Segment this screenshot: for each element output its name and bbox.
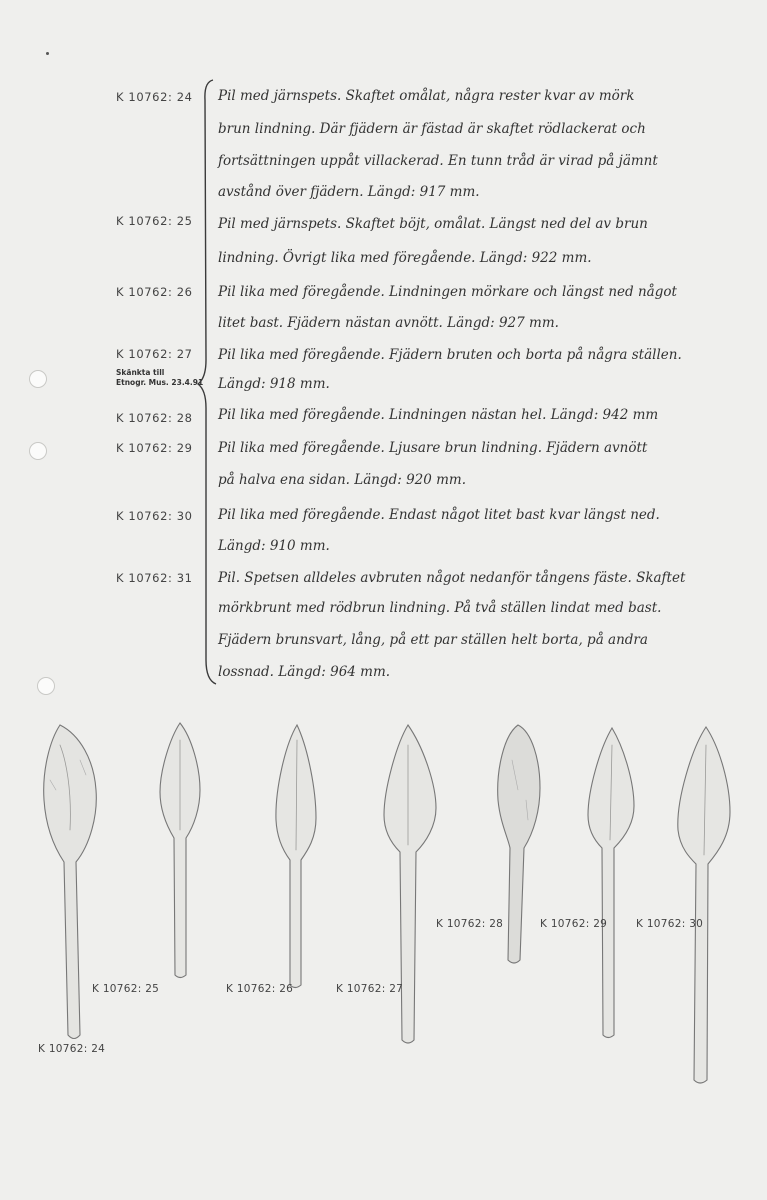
desc-31-line-3: Fjädern brunsvart, lång, på ett par ställen helt borta, på andra — [218, 632, 648, 648]
desc-25-line-1: Pil med järnspets. Skaftet böjt, omålat. Längst ned del av brun — [218, 216, 648, 232]
figure-label-27: K 10762: 27 — [336, 983, 404, 995]
catalog-number-24: K 10762: 24 — [116, 90, 193, 104]
desc-24-line-1: Pil med järnspets. Skaftet omålat, några rester kvar av mörk — [218, 88, 635, 104]
catalog-number-25: K 10762: 25 — [116, 214, 193, 228]
desc-29-line-1: Pil lika med föregående. Ljusare brun lindning. Fjädern avnött — [218, 440, 648, 456]
desc-26-line-2: litet bast. Fjädern nästan avnött. Längd: 927 mm. — [218, 315, 559, 331]
arrowhead-drawing-24 — [44, 725, 97, 1039]
figure-label-28: K 10762: 28 — [436, 918, 504, 930]
arrowhead-drawing-26 — [276, 725, 316, 988]
arrowhead-drawing-27 — [384, 725, 436, 1043]
catalog-number-27: K 10762: 27 — [116, 347, 193, 361]
catalog-number-30: K 10762: 30 — [116, 509, 193, 523]
figure-label-24: K 10762: 24 — [38, 1043, 106, 1055]
arrowhead-drawing-25 — [160, 723, 200, 978]
desc-31-line-1: Pil. Spetsen alldeles avbruten något nedanför tångens fäste. Skaftet — [218, 570, 686, 586]
figure-label-29: K 10762: 29 — [540, 918, 608, 930]
catalog-number-26: K 10762: 26 — [116, 285, 193, 299]
desc-29-line-2: på halva ena sidan. Längd: 920 mm. — [218, 472, 467, 488]
stamp-line-2: Etnogr. Mus. 23.4.91 — [116, 378, 204, 387]
stamp-line-1: Skänkta till — [116, 368, 165, 377]
desc-27-line-1: Pil lika med föregående. Fjädern bruten och borta på några ställen. — [218, 347, 682, 363]
desc-24-line-2: brun lindning. Där fjädern är fästad är skaftet rödlackerat och — [218, 121, 646, 137]
catalog-number-29: K 10762: 29 — [116, 441, 193, 455]
desc-30-line-2: Längd: 910 mm. — [218, 538, 330, 554]
desc-30-line-1: Pil lika med föregående. Endast något litet bast kvar längst ned. — [218, 507, 660, 523]
arrowhead-drawing-30 — [678, 727, 730, 1083]
desc-24-line-4: avstånd över fjädern. Längd: 917 mm. — [218, 184, 480, 200]
arrowhead-drawing-28 — [498, 725, 540, 963]
desc-28-line-1: Pil lika med föregående. Lindningen nästan hel. Längd: 942 mm — [218, 407, 659, 423]
figure-label-26: K 10762: 26 — [226, 983, 294, 995]
desc-24-line-3: fortsättningen uppåt villackerad. En tunn tråd är virad på jämnt — [218, 153, 658, 169]
desc-31-line-4: lossnad. Längd: 964 mm. — [218, 664, 391, 680]
arrowhead-drawing-29 — [588, 728, 634, 1038]
desc-26-line-1: Pil lika med föregående. Lindningen mörkare och längst ned något — [218, 284, 677, 300]
desc-27-line-2: Längd: 918 mm. — [218, 376, 330, 392]
figure-label-25: K 10762: 25 — [92, 983, 160, 995]
desc-25-line-2: lindning. Övrigt lika med föregående. Längd: 922 mm. — [218, 250, 592, 266]
catalog-number-28: K 10762: 28 — [116, 411, 193, 425]
catalog-number-31: K 10762: 31 — [116, 571, 193, 585]
figure-label-30: K 10762: 30 — [636, 918, 704, 930]
desc-31-line-2: mörkbrunt med rödbrun lindning. På två ställen lindat med bast. — [218, 600, 662, 616]
